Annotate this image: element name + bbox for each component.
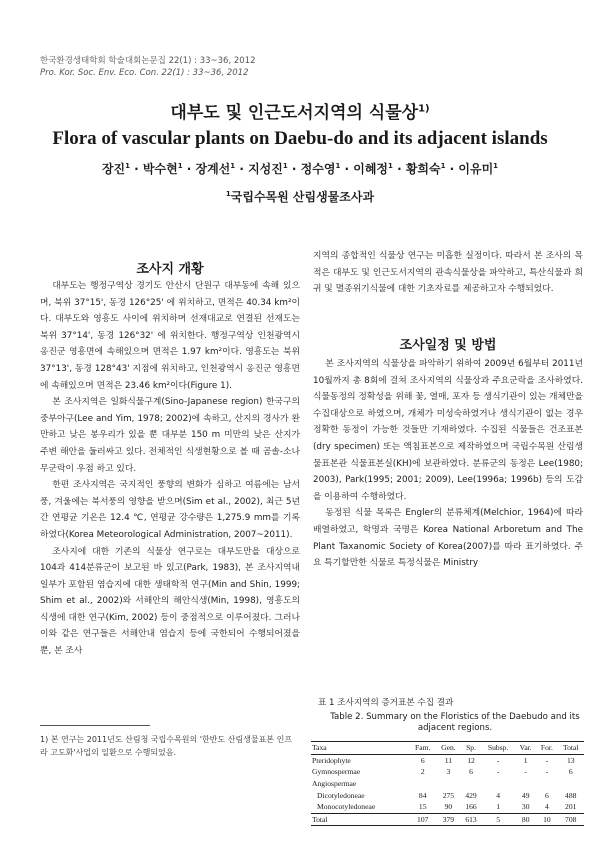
table-cell: 107 (410, 813, 436, 826)
table-row (311, 789, 584, 801)
author-name: 이혜정$^1$ (353, 162, 393, 176)
table-cell-taxa: Angiospermae (312, 779, 357, 789)
table-cell: 1 (523, 755, 528, 765)
table-cell: 166 (465, 802, 477, 812)
author-name: 박수현$^1$ (142, 162, 183, 176)
table-cell: 275 (442, 790, 455, 800)
paragraph: 동정된 식물 목록은 Engler의 분류체계(Melchior, 1964)에 따라 배열하였고, 학명과 국명은 Korea National Arboretum and The Plant Taxanomic Society of Korea(2007)를 따라 표기하였다. 주요 특기할만한 식물로 특정식물은 Ministry (313, 508, 583, 569)
table-cell: 6 (568, 767, 573, 777)
section-heading-site: 조사지 개황 (136, 262, 204, 277)
journal-line-ko: 한국환경생태학회 학술대회논문집 22(1) : 33~36, 2012 (40, 56, 256, 66)
left-column (40, 278, 300, 660)
author-name: 지성진$^1$ (248, 162, 288, 176)
table-cell (536, 778, 557, 790)
table-cell-taxa: Total (311, 813, 410, 826)
right-column (313, 356, 583, 572)
table-header-cell: Taxa (311, 742, 410, 755)
table-cell: 80 (515, 813, 536, 826)
paragraph: 본 조사지역의 식물상을 파악하기 위하여 2009년 6월부터 2011년 10월까지 총 8회에 걸쳐 조사지역의 식물상과 주요군락을 조사하였다. 식물동정의 정확성을 위해 꽃, 열매, 포자 등 생식기관이 있는 개체만을 수집대상으로 하였으며, 개체가 미성숙하였거나 생식기관이 없는 경우 정확한 동정이 가능한 것들만 기재하였다. 수집된 식물들은 건조표본(dry specimen) 또는 액침표본으로 제작하였으며 국립수목원 산림생물표본관 식물표본실(KH)에 보관하였다. 분류군의 동정은 Lee(1980; 2003), Park(1995; 2001; 2009), Lee(1996a; 1996b) 등의 도감을 이용하여 수행하였다. (313, 359, 583, 502)
paragraph: 지역의 종합적인 식물상 연구는 미흡한 실정이다. 따라서 본 조사의 목적은 대부도 및 인근도서지역의 관속식물상을 파악하고, 특산식물과 희귀 및 멸종위기식물에 대한 기초자료를 제공하고자 수행되었다. (313, 251, 583, 295)
author-separator: · (392, 162, 406, 176)
table-cell (436, 778, 461, 790)
table-cell: 5 (481, 813, 515, 826)
author-affiliation-mark: 1 (440, 162, 446, 170)
affiliation: $^1$국립수목원 산림생물조사과 (225, 190, 375, 204)
table-cell: 1 (496, 802, 501, 812)
author-name: 이유미$^1$ (458, 162, 499, 176)
table-cell (558, 778, 585, 790)
table-header-row (311, 742, 584, 755)
author-separator: · (182, 162, 196, 176)
author-name: 장진$^1$ (101, 162, 130, 176)
table-cell (461, 778, 481, 790)
table-row (311, 754, 584, 766)
table-cell: - (524, 767, 527, 777)
author-affiliation-mark: 1 (388, 162, 393, 170)
table-cell: 49 (521, 790, 530, 800)
table-cell: 6 (420, 755, 425, 765)
table-cell: 10 (536, 813, 557, 826)
title-footnote-mark: 1) (418, 103, 430, 115)
table-header-cell: Total (558, 742, 585, 755)
table-cell: 13 (566, 755, 575, 765)
author-name: 장계선$^1$ (195, 162, 236, 176)
paragraph: 본 조사지역은 일화식물구계(Sino-Japanese region) 한국구의 중부아구(Lee and Yim, 1978; 2002)에 속하고, 산지의 경사가 완만하고 낮은 봉우리가 있을 뿐 대부분 150 m 미만의 낮은 산지가 주변 해안을 둘러싸고 있다. 전체적인 식생현황으로 볼 때 곰솔-소나무군락이 우점 하고 있다. (40, 397, 300, 474)
table-cell: 488 (565, 790, 577, 800)
table-caption-english: Table 2. Summary on the Floristics of the Daebudo and its adjacent regions. (330, 712, 580, 733)
author-separator: · (445, 162, 459, 176)
table-cell-taxa: Monocotyledoneae (317, 802, 376, 812)
author-affiliation-mark: 1 (125, 162, 130, 170)
table-header-cell: Subsp. (481, 742, 515, 755)
table-cell: 30 (521, 802, 530, 812)
table-cell: 708 (558, 813, 585, 826)
table-header-cell: Fam. (410, 742, 436, 755)
author-separator: · (130, 162, 143, 176)
table-cell: 201 (565, 802, 577, 812)
summary-table (311, 741, 584, 826)
table-cell: - (496, 767, 500, 777)
table-cell (410, 778, 436, 790)
table-cell: 429 (465, 790, 477, 800)
table-cell: 12 (467, 755, 475, 765)
author-affiliation-mark: 1 (335, 162, 341, 170)
table-header-cell: Sp. (461, 742, 481, 755)
title-korean: 대부도 및 인근도서지역의 식물상$^{1)}$ (170, 103, 430, 123)
paragraph: 대부도는 행정구역상 경기도 안산시 단원구 대부동에 속해 있으며, 북위 37°15', 동경 126°25' 에 위치하고, 면적은 40.34 km²이다. 대부도와 영흥도 사이에 위치하며 선재대교로 연결된 선재도는 북위 37°14', 동경 126°32' 에 위치한다. 행정구역상 인천광역시 옹진군 영흥면에 속해있으며 면적은 1.97 km²이다. 영흥도는 북위 37°13', 동경 128°43' 지점에 위치하고, 인천광역시 옹진군 영흥면에 속해있으며 면적은 23.46 km²이다(Figure 1). (40, 281, 300, 391)
table-cell-taxa: Gymnospermae (312, 767, 361, 777)
section-heading-methods: 조사일정 및 방법 (399, 338, 497, 353)
table-cell: 613 (461, 813, 481, 826)
table-cell: 6 (469, 767, 473, 777)
table-cell: - (496, 755, 500, 765)
author-separator: · (235, 162, 249, 176)
author-affiliation-mark: 1 (230, 162, 236, 170)
author-affiliation-mark: 1 (282, 162, 288, 170)
table-cell: 2 (420, 767, 425, 777)
author-list (0, 160, 600, 177)
table-cell-taxa: Dicotyledoneae (317, 790, 365, 800)
table-cell: 379 (436, 813, 461, 826)
paragraph: 한편 조사지역은 국지적인 풍향의 변화가 심하고 여름에는 남서풍, 겨울에는 북서풍의 영향을 받으며(Sim et al., 2002), 최근 5년간 연평균 기온은 12.4 ℃, 연평균 강수량은 1,275.9 mm를 기록하였다(Korea Meteorological Administration, 2007~2011). (40, 480, 300, 540)
author-affiliation-mark: 1 (493, 162, 499, 170)
table-cell: 4 (545, 802, 549, 812)
author-separator: · (287, 162, 301, 176)
table-cell: - (545, 755, 549, 765)
author-name: 황희숙$^1$ (405, 162, 446, 176)
table-cell: 84 (418, 790, 427, 800)
author-name: 정수영$^1$ (300, 162, 341, 176)
table-cell: - (545, 767, 549, 777)
table-row (311, 778, 584, 790)
table-cell (481, 778, 515, 790)
table-header-cell: For. (536, 742, 557, 755)
table-cell-taxa: Pteridophyte (312, 755, 351, 765)
footnote: 1) 본 연구는 2011년도 산림청 국립수목원의 '한반도 산림생물표본 인프라 고도화'사업의 일환으로 수행되었음. (40, 735, 293, 757)
table-cell: 6 (545, 790, 549, 800)
right-column-intro (313, 248, 583, 298)
journal-line-en: Pro. Kor. Soc. Env. Eco. Con. 22(1) : 33~36, 2012 (40, 68, 249, 78)
table-cell: 11 (444, 755, 453, 765)
table-header-cell: Gen. (436, 742, 461, 755)
paragraph: 조사지에 대한 기존의 식물상 연구로는 대부도만을 대상으로 104과 414분류군이 보고된 바 있고(Park, 1983), 본 조사지역내 일부가 포함된 염습지에 대한 생태학적 연구(Min and Shin, 1999; Shim et al., 2002)와 서해안의 해안식생(Min, 1998), 영흥도의 식생에 대한 연구(Kim, 2002) 등이 중점적으로 이루어졌다. 그러나 이와 같은 연구들은 서해안내 염습지 등에 국한되어 수행되어졌을 뿐, 본 조사 (40, 546, 300, 657)
table-cell (515, 778, 536, 790)
table-cell: 3 (446, 767, 451, 777)
table-cell: 15 (418, 802, 427, 812)
table-cell: 4 (496, 790, 501, 800)
table-cell: 90 (444, 802, 453, 812)
table-header-cell: Var. (515, 742, 536, 755)
footnote-rule (40, 725, 150, 726)
author-affiliation-mark: 1 (177, 162, 183, 170)
author-separator: · (340, 162, 354, 176)
table-row (311, 813, 584, 826)
table-row (311, 766, 584, 778)
table-caption-korean: 표 1 조사지역의 증거표본 수집 결과 (318, 698, 454, 708)
title-english: Flora of vascular plants on Daebu-do and its adjacent islands (52, 128, 548, 149)
table-row (311, 801, 584, 813)
